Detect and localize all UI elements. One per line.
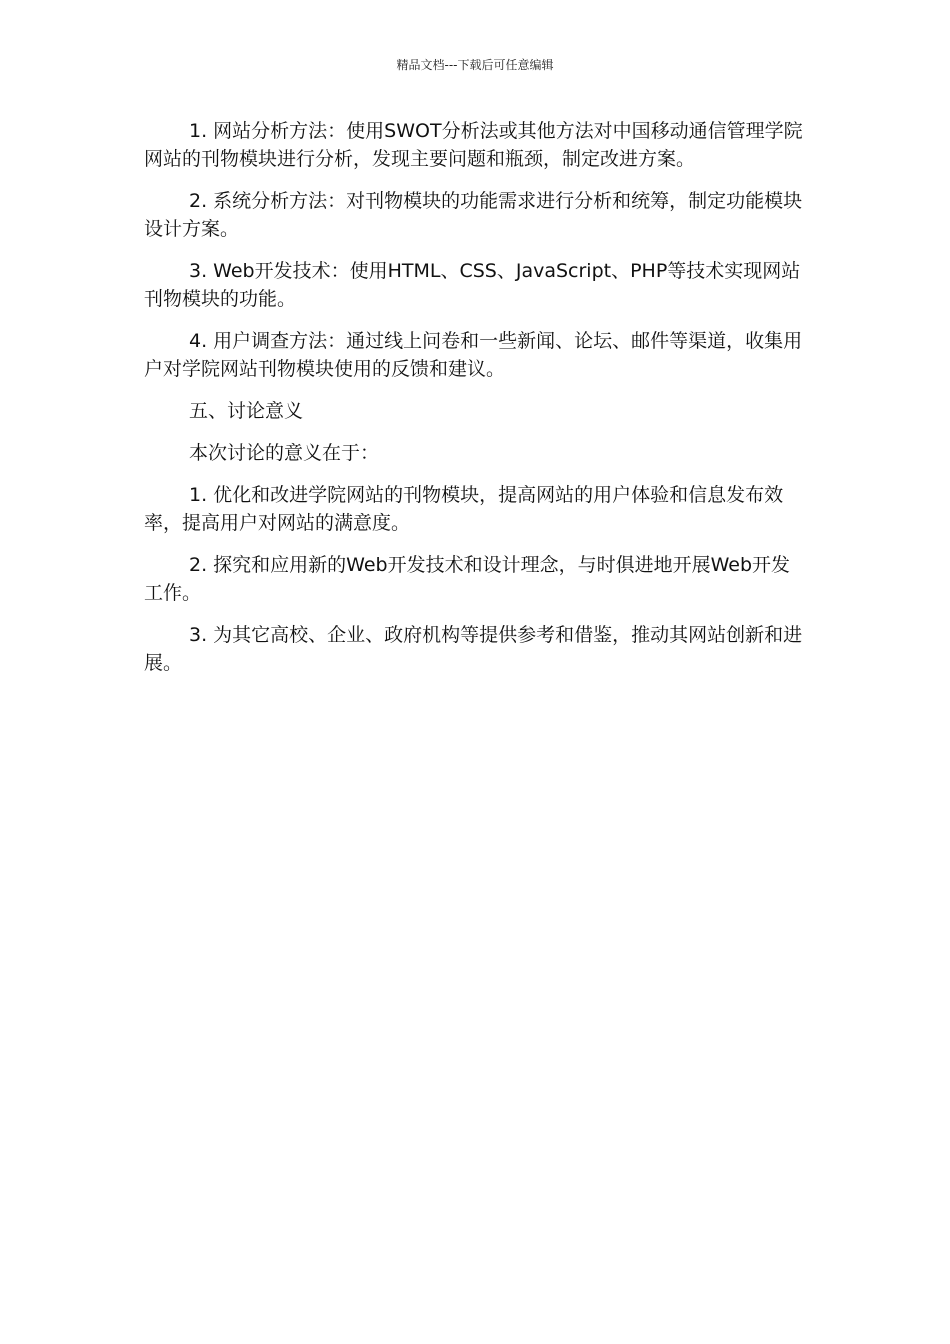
method-system-analysis: 2. 系统分析方法：对刊物模块的功能需求进行分析和统筹，制定功能模块设计方案。: [144, 190, 803, 240]
significance-item-3: 3. 为其它高校、企业、政府机构等提供参考和借鉴，推动其网站创新和进展。: [144, 624, 803, 674]
significance-intro: 本次讨论的意义在于：: [189, 442, 380, 464]
method-web-development: 3. Web开发技术：使用HTML、CSS、JavaScript、PHP等技术实现网站刊物模块的功能。: [144, 260, 801, 310]
method-user-survey: 4. 用户调查方法：通过线上问卷和一些新闻、论坛、邮件等渠道，收集用户对学院网站刊物模块使用的反馈和建议。: [144, 330, 803, 380]
document-body: [144, 117, 808, 691]
method-website-analysis: 1. 网站分析方法：使用SWOT分析法或其他方法对中国移动通信管理学院网站的刊物模块进行分析，发现主要问题和瓶颈，制定改进方案。: [144, 120, 803, 170]
significance-item-2: 2. 探究和应用新的Web开发技术和设计理念，与时俱进地开展Web开发工作。: [144, 554, 791, 604]
significance-item-1: 1. 优化和改进学院网站的刊物模块，提高网站的用户体验和信息发布效率，提高用户对网站的满意度。: [144, 484, 784, 534]
section-heading-significance: 五、讨论意义: [189, 400, 304, 422]
page-header: 精品文档---下载后可任意编辑: [396, 58, 554, 72]
